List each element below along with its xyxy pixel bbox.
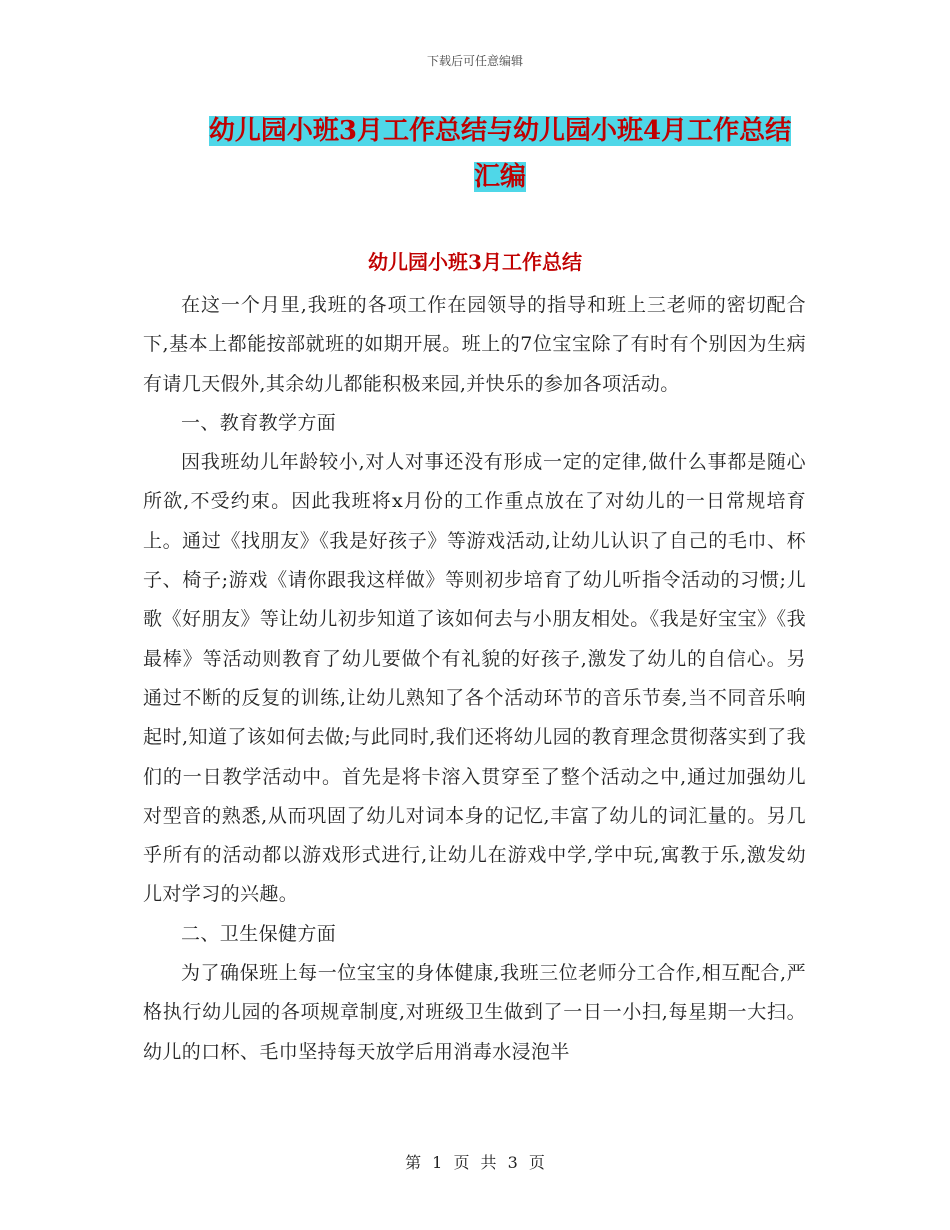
- header-note: 下载后可任意编辑: [426, 54, 523, 68]
- page-footer: 第 1 页 共 3 页: [405, 1153, 545, 1172]
- document-title-line-1: 幼儿园小班3月工作总结与幼儿园小班4月工作总结: [208, 116, 792, 146]
- paragraph-teaching: 因我班幼儿年龄较小,对人对事还没有形成一定的定律,做什么事都是随心所欲,不受约束。因此我班将x月份的工作重点放在了对幼儿的一日常规培育上。通过《找朋友》《我是好孩子》等游戏活动,让幼儿认识了自己的毛巾、杯子、椅子;游戏《请你跟我这样做》等则初步培育了幼儿听指令活动的习惯;儿歌《好朋友》等让幼儿初步知道了该如何去与小朋友相处。《我是好宝宝》《我最棒》等活动则教育了幼儿要做个有礼貌的好孩子,激发了幼儿的自信心。另通过不断的反复的训练,让幼儿熟知了各个活动环节的音乐节奏,当不同音乐响起时,知道了该如何去做;与此同时,我们还将幼儿园的教育理念贯彻落实到了我们的一日教学活动中。首先是将卡溶入贯穿至了整个活动之中,通过加强幼儿对型音的熟悉,从而巩固了幼儿对词本身的记忆,丰富了幼儿的词汇量的。另几乎所有的活动都以游戏形式进行,让幼儿在游戏中学,学中玩,寓教于乐,激发幼儿对学习的兴趣。: [143, 451, 806, 906]
- section-title: 幼儿园小班3月工作总结: [368, 250, 582, 274]
- document-title: [140, 108, 860, 200]
- heading-hygiene: 二、卫生保健方面: [181, 922, 337, 945]
- document-title-line-2: 汇编: [473, 162, 526, 192]
- document-body: [143, 286, 806, 1072]
- paragraph-intro: 在这一个月里,我班的各项工作在园领导的指导和班上三老师的密切配合下,基本上都能按部就班的如期开展。班上的7位宝宝除了有时有个别因为生病有请几天假外,其余幼儿都能积极来园,并快乐的参加各项活动。: [143, 294, 806, 395]
- heading-teaching: 一、教育教学方面: [181, 411, 337, 434]
- paragraph-hygiene: 为了确保班上每一位宝宝的身体健康,我班三位老师分工合作,相互配合,严格执行幼儿园的各项规章制度,对班级卫生做到了一日一小扫,每星期一大扫。幼儿的口杯、毛巾坚持每天放学后用消毒水浸泡半: [143, 962, 806, 1063]
